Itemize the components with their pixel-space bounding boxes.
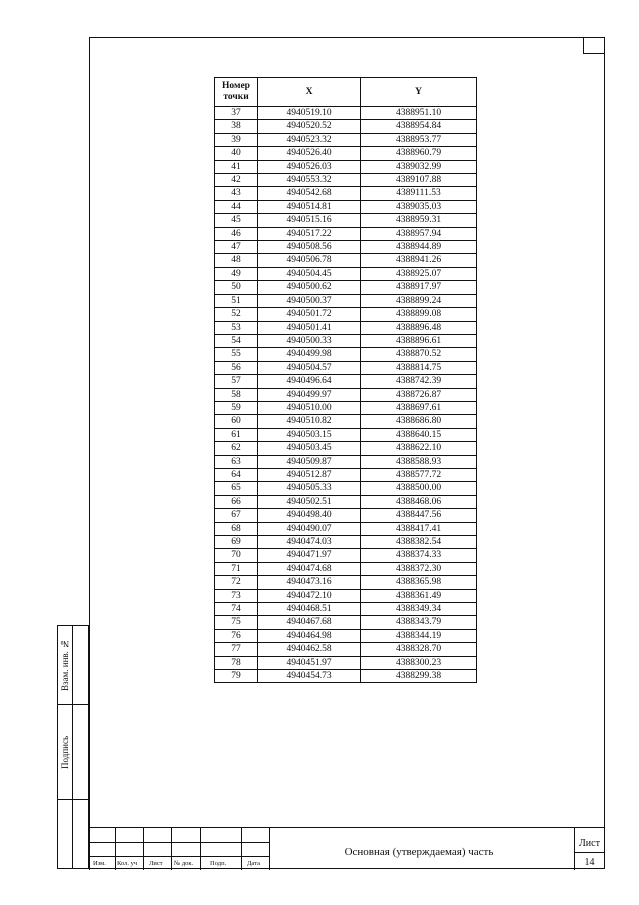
col-list: Лист [149,860,163,867]
x-cell: 4940520.52 [258,120,361,133]
x-cell: 4940512.87 [258,468,361,481]
tb-separator [115,828,116,870]
table-row [215,348,477,361]
point-number-cell: 59 [215,401,258,414]
table-row [215,468,477,481]
y-cell: 4388697.61 [361,401,477,414]
header-x: X [258,78,361,107]
x-cell: 4940451.97 [258,656,361,669]
table-row [215,415,477,428]
podpis-label: Подпись [60,735,70,769]
x-cell: 4940508.56 [258,241,361,254]
y-cell: 4388300.23 [361,656,477,669]
table-row [215,616,477,629]
x-cell: 4940500.33 [258,334,361,347]
point-number-cell: 45 [215,214,258,227]
table-row [215,549,477,562]
x-cell: 4940496.64 [258,375,361,388]
point-number-cell: 46 [215,227,258,240]
point-number-cell: 49 [215,267,258,280]
y-cell: 4388726.87 [361,388,477,401]
table-row [215,267,477,280]
y-cell: 4388870.52 [361,348,477,361]
point-number-cell: 50 [215,281,258,294]
header-y: Y [361,78,477,107]
y-cell: 4388447.56 [361,509,477,522]
x-cell: 4940454.73 [258,670,361,683]
y-cell: 4388944.89 [361,241,477,254]
table-row [215,562,477,575]
point-number-cell: 66 [215,495,258,508]
table-row [215,428,477,441]
header-point-number: Номер точки [215,78,258,107]
point-number-cell: 70 [215,549,258,562]
tb-separator [89,828,90,870]
point-number-cell: 38 [215,120,258,133]
y-cell: 4389032.99 [361,160,477,173]
point-number-cell: 64 [215,468,258,481]
y-cell: 4388343.79 [361,616,477,629]
y-cell: 4388365.98 [361,576,477,589]
point-number-cell: 71 [215,562,258,575]
table-header-row [215,78,477,107]
tb-separator [89,842,269,843]
title-block [89,827,605,869]
y-cell: 4388953.77 [361,133,477,146]
y-cell: 4388960.79 [361,147,477,160]
table-row [215,200,477,213]
table-row [215,643,477,656]
y-cell: 4388500.00 [361,482,477,495]
table-row [215,334,477,347]
y-cell: 4388372.30 [361,562,477,575]
x-cell: 4940490.07 [258,522,361,535]
point-number-cell: 72 [215,576,258,589]
y-cell: 4388382.54 [361,536,477,549]
x-cell: 4940519.10 [258,107,361,120]
table-row [215,589,477,602]
document-title: Основная (утверждаемая) часть [344,846,494,858]
point-number-cell: 39 [215,133,258,146]
table-row [215,187,477,200]
tb-separator [241,828,242,870]
x-cell: 4940471.97 [258,549,361,562]
col-izm: Изм. [93,860,106,867]
table-row [215,656,477,669]
y-cell: 4388640.15 [361,428,477,441]
point-number-cell: 55 [215,348,258,361]
y-cell: 4388957.94 [361,227,477,240]
col-podp: Подп. [210,860,227,867]
x-cell: 4940523.32 [258,133,361,146]
point-number-cell: 68 [215,522,258,535]
x-cell: 4940464.98 [258,629,361,642]
point-number-cell: 74 [215,603,258,616]
col-doc-no: № док. [174,860,194,867]
x-cell: 4940504.45 [258,267,361,280]
table-row [215,536,477,549]
x-cell: 4940499.97 [258,388,361,401]
y-cell: 4388899.08 [361,308,477,321]
table-row [215,120,477,133]
col-kol-uch: Кол. уч [117,860,138,867]
point-number-cell: 61 [215,428,258,441]
point-number-cell: 52 [215,308,258,321]
point-number-cell: 54 [215,334,258,347]
table-row [215,482,477,495]
x-cell: 4940553.32 [258,174,361,187]
side-strip [57,625,89,869]
point-number-cell: 48 [215,254,258,267]
y-cell: 4388361.49 [361,589,477,602]
tb-separator [171,828,172,870]
y-cell: 4388925.07 [361,267,477,280]
point-number-cell: 67 [215,509,258,522]
side-strip-divider [58,799,88,800]
x-cell: 4940468.51 [258,603,361,616]
x-cell: 4940514.81 [258,200,361,213]
point-number-cell: 60 [215,415,258,428]
table-row [215,133,477,146]
point-number-cell: 63 [215,455,258,468]
y-cell: 4388686.80 [361,415,477,428]
y-cell: 4388959.31 [361,214,477,227]
side-strip-inner-line [72,626,73,868]
x-cell: 4940517.22 [258,227,361,240]
table-row [215,522,477,535]
x-cell: 4940505.33 [258,482,361,495]
table-row [215,375,477,388]
y-cell: 4388896.48 [361,321,477,334]
y-cell: 4388328.70 [361,643,477,656]
point-number-cell: 69 [215,536,258,549]
y-cell: 4388899.24 [361,294,477,307]
x-cell: 4940510.82 [258,415,361,428]
y-cell: 4388349.34 [361,603,477,616]
table-row [215,576,477,589]
vzam-inv-label: Взам. инв. № [60,638,70,692]
point-number-cell: 37 [215,107,258,120]
table-body [215,107,477,683]
col-data: Дата [247,860,260,867]
tb-separator [574,852,605,853]
table-row [215,670,477,683]
point-number-cell: 42 [215,174,258,187]
y-cell: 4388742.39 [361,375,477,388]
y-cell: 4388917.97 [361,281,477,294]
table-row [215,214,477,227]
table-row [215,401,477,414]
side-strip-divider [58,704,88,705]
table-row [215,603,477,616]
x-cell: 4940498.40 [258,509,361,522]
table-row [215,442,477,455]
y-cell: 4388417.41 [361,522,477,535]
x-cell: 4940473.16 [258,576,361,589]
table-row [215,509,477,522]
y-cell: 4388299.38 [361,670,477,683]
tb-separator [200,828,201,870]
point-number-cell: 62 [215,442,258,455]
point-number-cell: 57 [215,375,258,388]
table-row [215,308,477,321]
table-row [215,388,477,401]
y-cell: 4388896.61 [361,334,477,347]
x-cell: 4940467.68 [258,616,361,629]
x-cell: 4940500.62 [258,281,361,294]
x-cell: 4940526.03 [258,160,361,173]
point-number-cell: 43 [215,187,258,200]
point-number-cell: 78 [215,656,258,669]
x-cell: 4940515.16 [258,214,361,227]
point-number-cell: 79 [215,670,258,683]
x-cell: 4940503.45 [258,442,361,455]
x-cell: 4940474.03 [258,536,361,549]
point-number-cell: 77 [215,643,258,656]
table-row [215,629,477,642]
point-number-cell: 47 [215,241,258,254]
x-cell: 4940500.37 [258,294,361,307]
point-number-cell: 56 [215,361,258,374]
table-row [215,495,477,508]
point-number-cell: 76 [215,629,258,642]
table-row [215,361,477,374]
y-cell: 4389035.03 [361,200,477,213]
point-number-cell: 44 [215,200,258,213]
y-cell: 4389111.53 [361,187,477,200]
table-row [215,321,477,334]
point-number-cell: 41 [215,160,258,173]
x-cell: 4940509.87 [258,455,361,468]
x-cell: 4940504.57 [258,361,361,374]
y-cell: 4388577.72 [361,468,477,481]
point-number-cell: 51 [215,294,258,307]
table-row [215,281,477,294]
y-cell: 4389107.88 [361,174,477,187]
table-row [215,227,477,240]
x-cell: 4940472.10 [258,589,361,602]
x-cell: 4940501.41 [258,321,361,334]
y-cell: 4388374.33 [361,549,477,562]
table-row [215,160,477,173]
point-number-cell: 73 [215,589,258,602]
x-cell: 4940510.00 [258,401,361,414]
x-cell: 4940499.98 [258,348,361,361]
table-row [215,254,477,267]
point-number-cell: 58 [215,388,258,401]
table-row [215,455,477,468]
y-cell: 4388941.26 [361,254,477,267]
tb-separator [89,856,269,857]
table-row [215,107,477,120]
x-cell: 4940502.51 [258,495,361,508]
point-number-cell: 75 [215,616,258,629]
x-cell: 4940526.40 [258,147,361,160]
y-cell: 4388622.10 [361,442,477,455]
x-cell: 4940542.68 [258,187,361,200]
point-number-cell: 65 [215,482,258,495]
y-cell: 4388951.10 [361,107,477,120]
y-cell: 4388814.75 [361,361,477,374]
y-cell: 4388588.93 [361,455,477,468]
coordinates-table [214,77,477,683]
table-row [215,147,477,160]
x-cell: 4940462.58 [258,643,361,656]
y-cell: 4388954.84 [361,120,477,133]
y-cell: 4388344.19 [361,629,477,642]
point-number-cell: 40 [215,147,258,160]
x-cell: 4940506.78 [258,254,361,267]
table-row [215,294,477,307]
x-cell: 4940501.72 [258,308,361,321]
tb-separator [143,828,144,870]
x-cell: 4940474.68 [258,562,361,575]
table-row [215,241,477,254]
sheet-number: 14 [584,857,595,868]
x-cell: 4940503.15 [258,428,361,441]
sheet-label: Лист [579,838,600,849]
corner-box [583,37,605,54]
table-row [215,174,477,187]
y-cell: 4388468.06 [361,495,477,508]
point-number-cell: 53 [215,321,258,334]
